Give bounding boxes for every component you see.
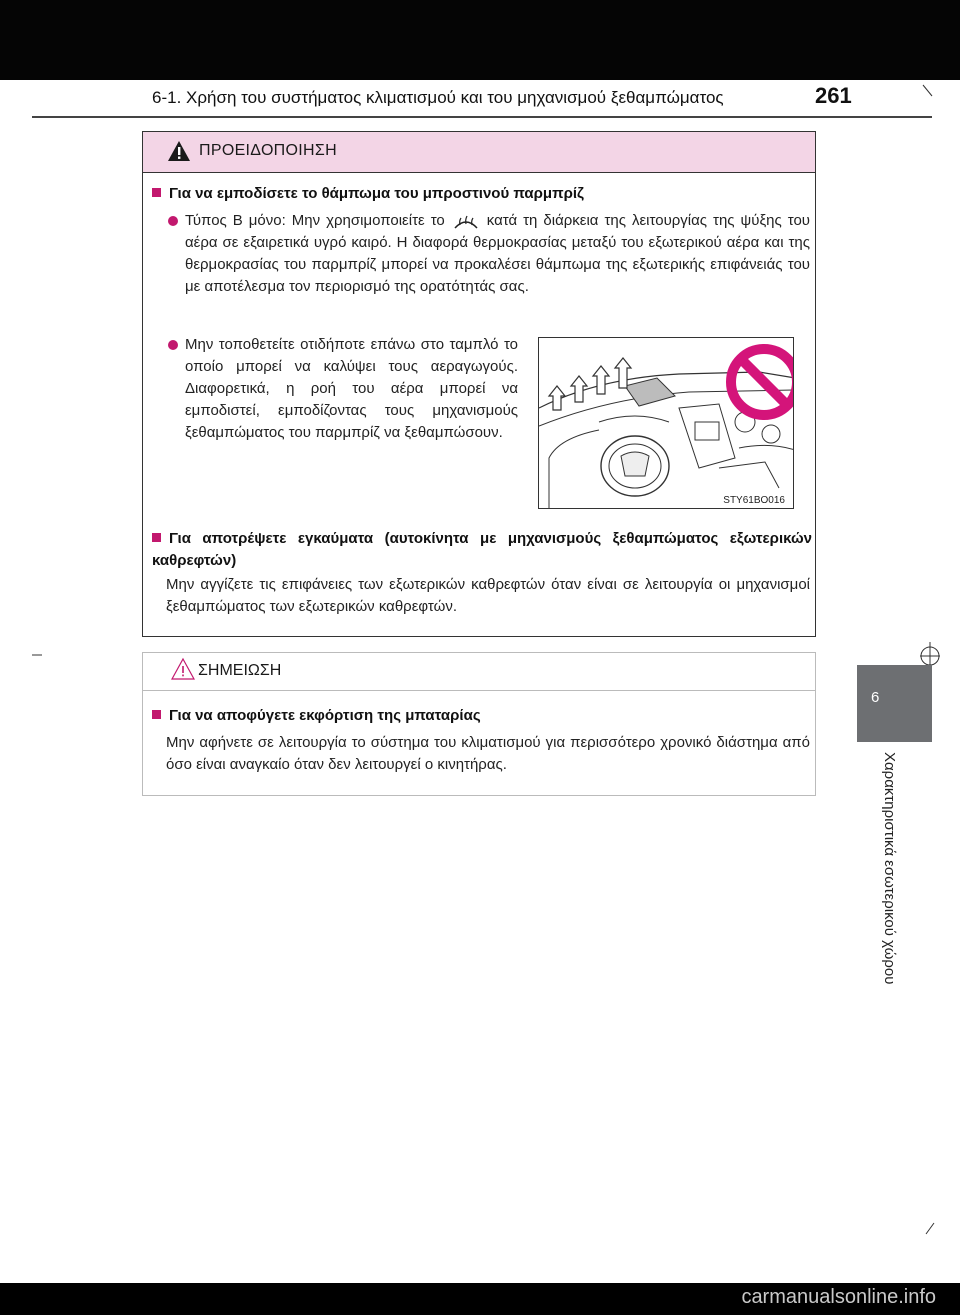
warning-triangle-icon: [167, 140, 191, 162]
watermark-bar: [0, 1283, 960, 1315]
chapter-tab: [857, 665, 932, 742]
note-label: ΣΗΜΕΙΩΣΗ: [198, 662, 282, 679]
warning-label: ΠΡΟΕΙΔΟΠΟΙΗΣΗ: [199, 142, 337, 159]
note-header: [143, 653, 815, 691]
crop-mark: [922, 1218, 942, 1238]
section-title: 6-1. Χρήση του συστήματος κλιματισμού και του μηχανισμού ξεθαμπώματος: [152, 88, 724, 107]
square-bullet-icon: [152, 188, 161, 197]
prohibition-icon: [731, 349, 794, 415]
page-header: [0, 80, 960, 120]
crop-mark: [920, 82, 940, 102]
square-bullet-icon: [152, 710, 161, 719]
watermark-text: carmanualsonline.info: [741, 1286, 936, 1308]
round-bullet-icon: [168, 340, 178, 350]
round-bullet-icon: [168, 216, 178, 226]
windshield-defog-icon: [449, 212, 483, 230]
header-rule: [32, 116, 932, 118]
warning-section1-heading: Για να εμποδίσετε το θάμπωμα του μπροστινού παρμπρίζ: [152, 183, 812, 205]
dashboard-illustration: [538, 337, 794, 509]
warning-bullet1-text: Τύπος B μόνο: Μην χρησιμοποιείτε το κατά τη διάρκεια της λειτουργίας της ψύξης του αέρα σε εξαιρετικά υγρό καιρό. Η διαφορά θερμοκρασίας μεταξύ του εξωτερικού αέρα και της θερμοκρασίας του παρμπρίζ μπορεί να προκαλέσει θάμπωμα της εξωτερικής επιφάνειάς του με αποτέλεσμα τον περιορισμό της ορατότητάς σας.: [185, 212, 810, 295]
page-number: 261: [815, 83, 852, 108]
note-text: Μην αφήνετε σε λειτουργία το σύστημα του κλιματισμού για περισσότερο χρονικό διάστημα από όσο είναι αναγκαίο όταν δεν λειτουργεί ο κινητήρας.: [166, 734, 810, 773]
warning-bullet2-text: Μην τοποθετείτε οτιδήποτε επάνω στο ταμπλό το οποίο μπορεί να καλύψει τους αεραγωγούς. Διαφορετικά, η ροή του αέρα μπορεί να εμποδιστεί, εμποδίζοντας τους μηχανισμούς ξεθαμπώματος του παρμπρίζ να ξεθαμπώσουν.: [185, 336, 518, 441]
chapter-number: 6: [871, 689, 880, 706]
dashboard-drawing: [539, 338, 794, 509]
figure-code: STY61BO016: [723, 495, 785, 506]
top-black-bar: [0, 0, 960, 80]
chapter-label: Χαρακτηριστικά εσωτερικού χώρου: [881, 752, 898, 985]
crop-mark: [28, 650, 48, 660]
note-heading: Για να αποφύγετε εκφόρτιση της μπαταρίας: [152, 705, 812, 727]
warning-header: [143, 132, 815, 173]
warning-section2-text: Μην αγγίζετε τις επιφάνειες των εξωτερικών καθρεφτών όταν είναι σε λειτουργία οι μηχανισμοί ξεθαμπώματος των εξωτερικών καθρεφτών.: [166, 576, 810, 615]
caution-triangle-icon: [171, 657, 195, 681]
warning-section2-heading: Για αποτρέψετε εγκαύματα (αυτοκίνητα με μηχανισμούς ξεθαμπώματος εξωτερικών καθρεφτών): [152, 530, 812, 569]
square-bullet-icon: [152, 533, 161, 542]
